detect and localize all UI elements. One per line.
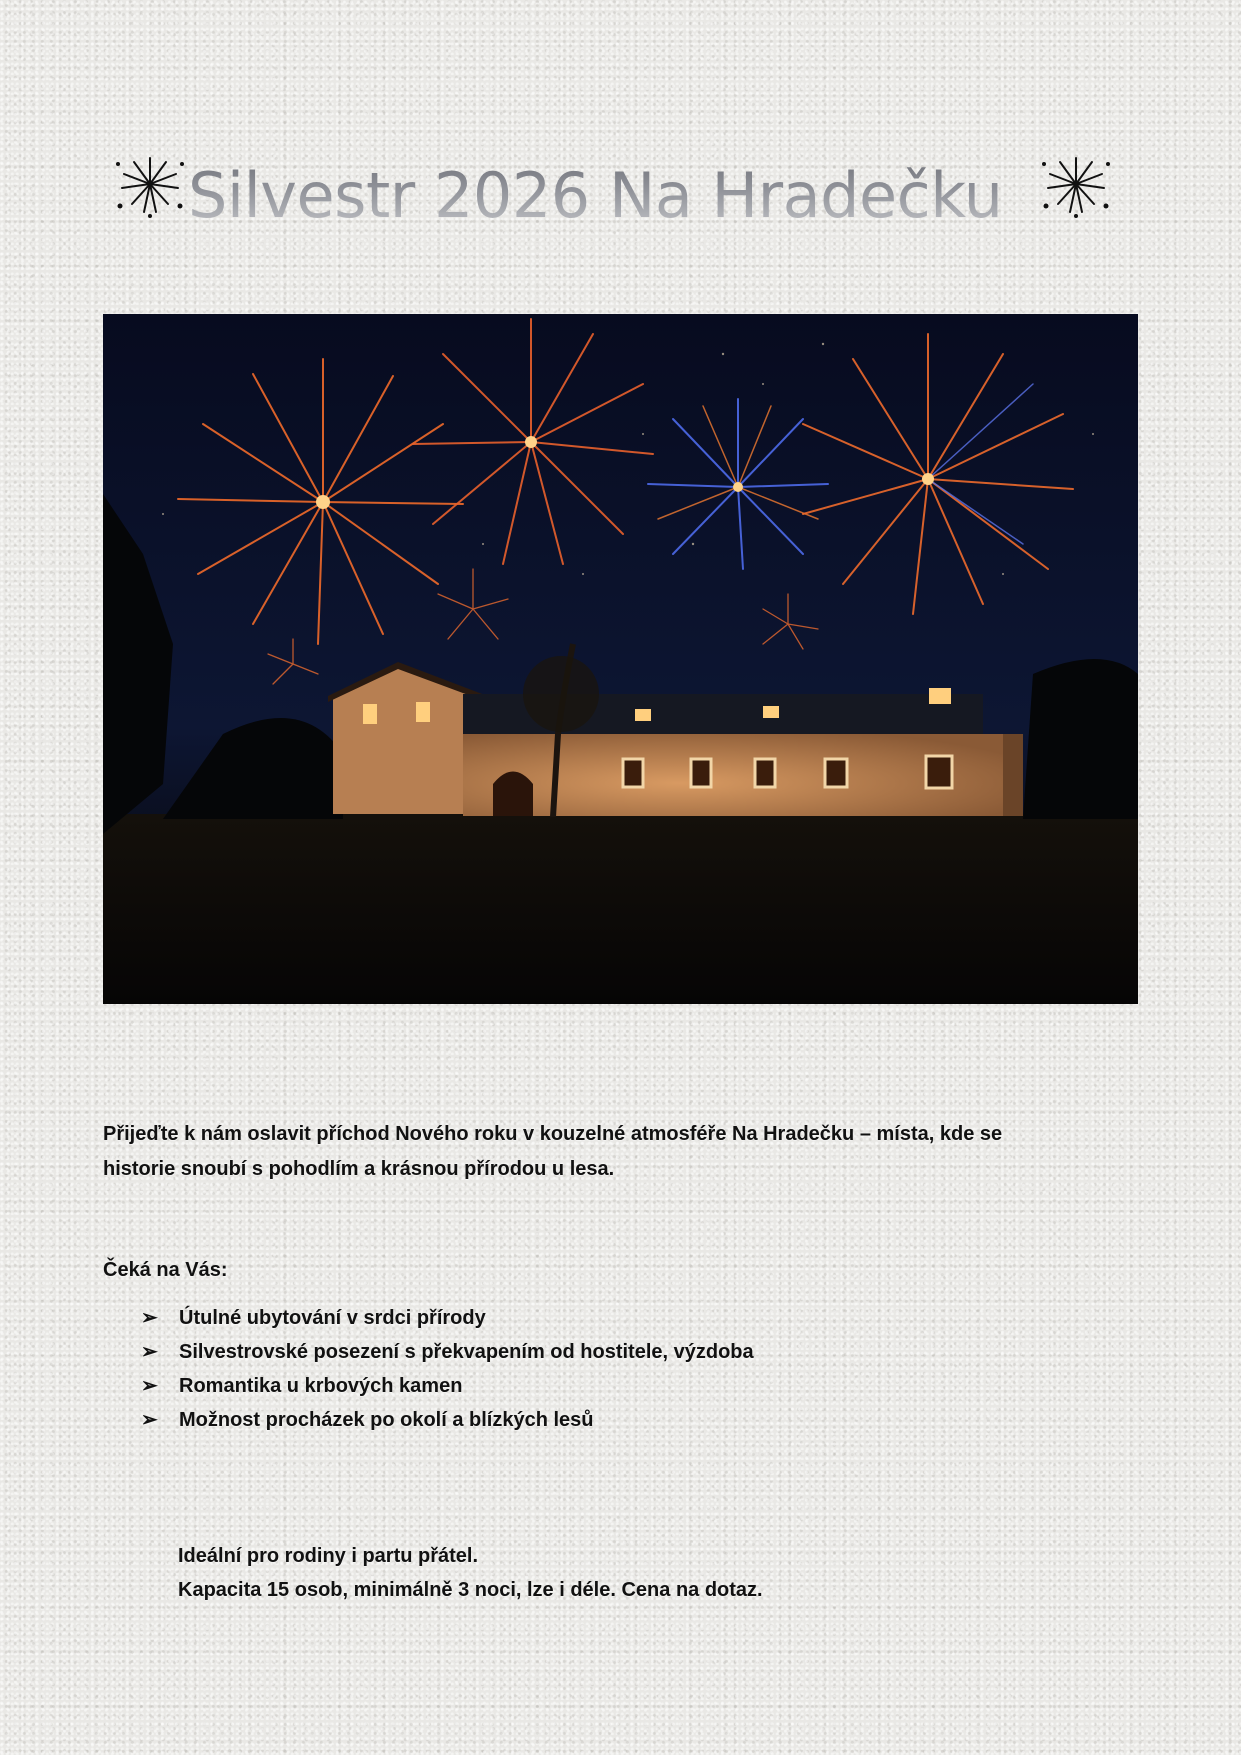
fireworks-icon: [1038, 154, 1114, 220]
list-item-text: Romantika u krbových kamen: [179, 1375, 463, 1397]
intro-line: Přijeďte k nám oslavit příchod Nového roku v kouzelné atmosféře Na Hradečku – místa, kde se: [103, 1123, 1003, 1145]
intro-line: historie snoubí s pohodlím a krásnou přírodou u lesa.: [103, 1158, 615, 1180]
closing-note: [178, 1539, 763, 1607]
title-row: [100, 150, 1120, 240]
page-title: Silvestr 2026 Na Hradečku: [188, 156, 1038, 236]
list-item: [141, 1403, 754, 1437]
list-item-text: Útulné ubytování v srdci přírody: [179, 1307, 486, 1329]
offers-list: [141, 1301, 754, 1437]
closing-line: Kapacita 15 osob, minimálně 3 noci, lze i déle. Cena na dotaz.: [178, 1579, 763, 1601]
arrow-bullet-icon: ➢: [141, 1307, 158, 1329]
arrow-bullet-icon: ➢: [141, 1409, 158, 1431]
closing-line: Ideální pro rodiny i partu přátel.: [178, 1545, 479, 1567]
list-item: [141, 1335, 754, 1369]
list-item: [141, 1369, 754, 1403]
fireworks-icon: [112, 154, 188, 220]
hero-photo: [103, 314, 1138, 1004]
list-item-text: Možnost procházek po okolí a blízkých lesů: [179, 1409, 594, 1431]
arrow-bullet-icon: ➢: [141, 1341, 158, 1363]
offers-heading: Čeká na Vás:: [103, 1259, 228, 1281]
intro-paragraph: [103, 1117, 1103, 1187]
list-item: [141, 1301, 754, 1335]
arrow-bullet-icon: ➢: [141, 1375, 158, 1397]
list-item-text: Silvestrovské posezení s překvapením od hostitele, výzdoba: [179, 1341, 754, 1363]
